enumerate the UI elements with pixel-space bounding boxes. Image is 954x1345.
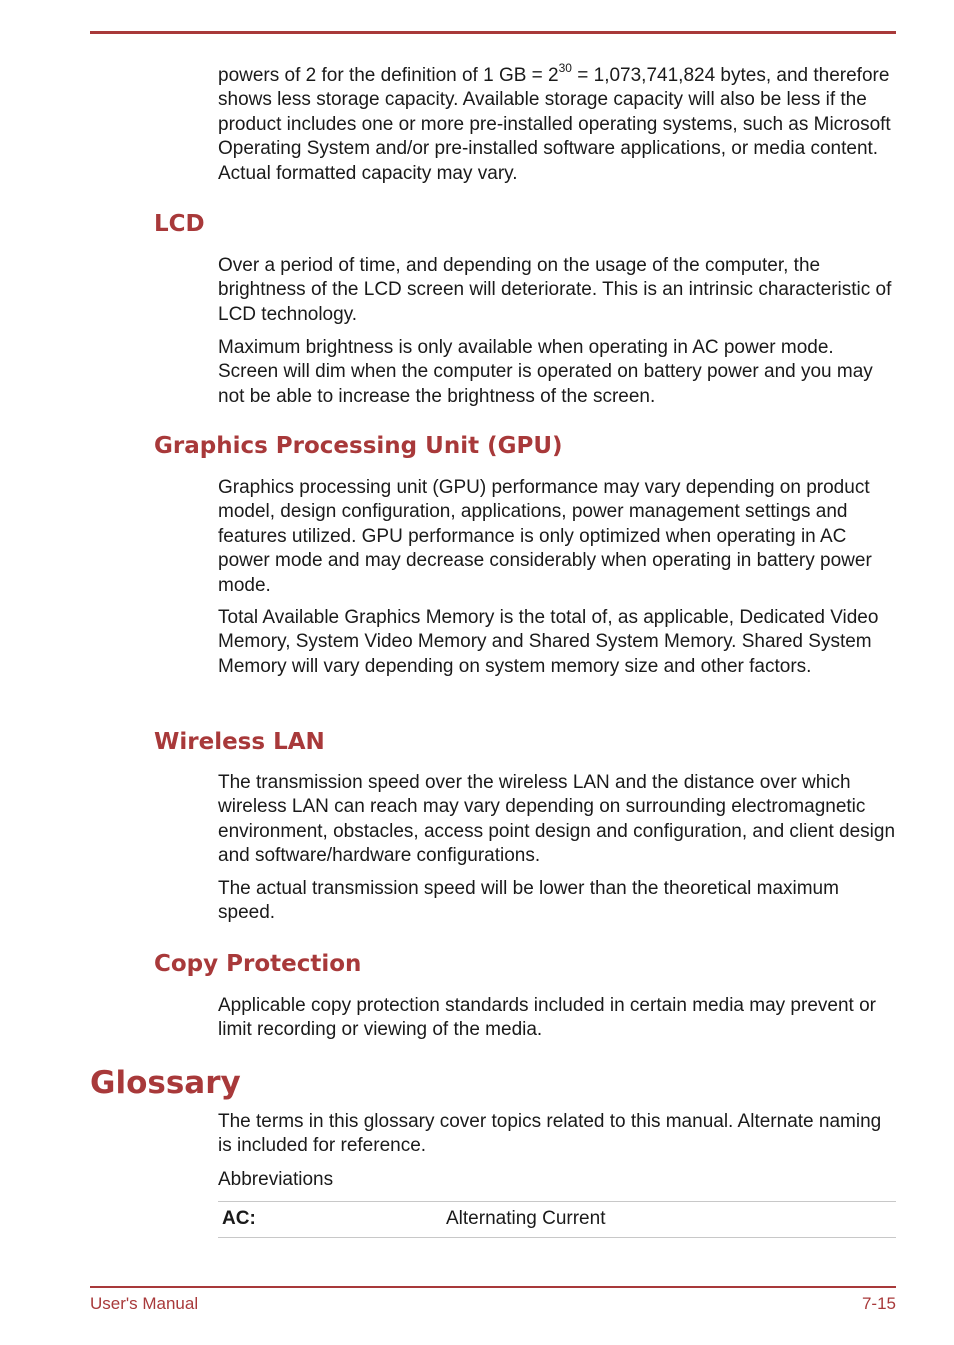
abbreviation-definition: Alternating Current xyxy=(446,1208,606,1229)
abbreviations-table xyxy=(218,1201,896,1238)
footer-page-number: 7-15 xyxy=(861,1294,896,1313)
wlan-paragraph-1: The transmission speed over the wireless LAN and the distance over which wireless LAN can reach may vary depending on surrounding electromagnetic environment, obstacles, access point design and configuration, and client design and software/hardware configurations. xyxy=(218,772,896,867)
wlan-heading: Wireless LAN xyxy=(154,729,325,755)
abbreviation-term: AC: xyxy=(222,1208,256,1229)
intro-line1-after: = 1,073,741,824 bytes, and xyxy=(571,65,809,86)
intro-line1-before: powers of 2 for the definition of 1 GB = 2 xyxy=(218,65,559,86)
copy-protection-paragraph: Applicable copy protection standards included in certain media may prevent or limit recording or viewing of the media. xyxy=(218,995,876,1041)
intro-rest: therefore shows less storage capacity. Available storage capacity will also be less if the product includes one or more pre-installed operating systems, such as Microsoft Operating System and/or pre-installed software applications, or media content. Actual formatted capacity may vary. xyxy=(218,65,891,184)
footer-manual-title: User's Manual xyxy=(90,1294,199,1313)
footer-rule xyxy=(90,1286,896,1288)
lcd-paragraph-2: Maximum brightness is only available when operating in AC power mode. Screen will dim when the computer is operated on battery power and you may not be able to increase the brightness of the screen. xyxy=(218,337,873,407)
header-rule xyxy=(90,31,896,34)
lcd-heading: LCD xyxy=(154,211,205,237)
glossary-heading: Glossary xyxy=(90,1065,241,1101)
abbreviations-label: Abbreviations xyxy=(218,1169,334,1190)
gpu-paragraph-1: Graphics processing unit (GPU) performance may vary depending on product model, design configuration, applications, power management settings and features utilized. GPU performance is only optimized when operating in AC power mode and may decrease considerably when operating in battery power mode. xyxy=(218,477,872,596)
copy-protection-heading: Copy Protection xyxy=(154,951,362,977)
gpu-heading: Graphics Processing Unit (GPU) xyxy=(154,433,563,459)
gpu-paragraph-2: Total Available Graphics Memory is the total of, as applicable, Dedicated Video Memory, System Video Memory and Shared System Memory. Shared System Memory will vary depending on system memory size and other factors. xyxy=(218,607,879,677)
wlan-paragraph-2: The actual transmission speed will be lower than the theoretical maximum speed. xyxy=(218,878,839,924)
intro-paragraph xyxy=(218,60,898,186)
intro-superscript: 30 xyxy=(558,60,572,75)
glossary-intro: The terms in this glossary cover topics related to this manual. Alternate naming is included for reference. xyxy=(218,1111,882,1157)
lcd-paragraph-1: Over a period of time, and depending on the usage of the computer, the brightness of the LCD screen will deteriorate. This is an intrinsic characteristic of LCD technology. xyxy=(218,255,892,325)
